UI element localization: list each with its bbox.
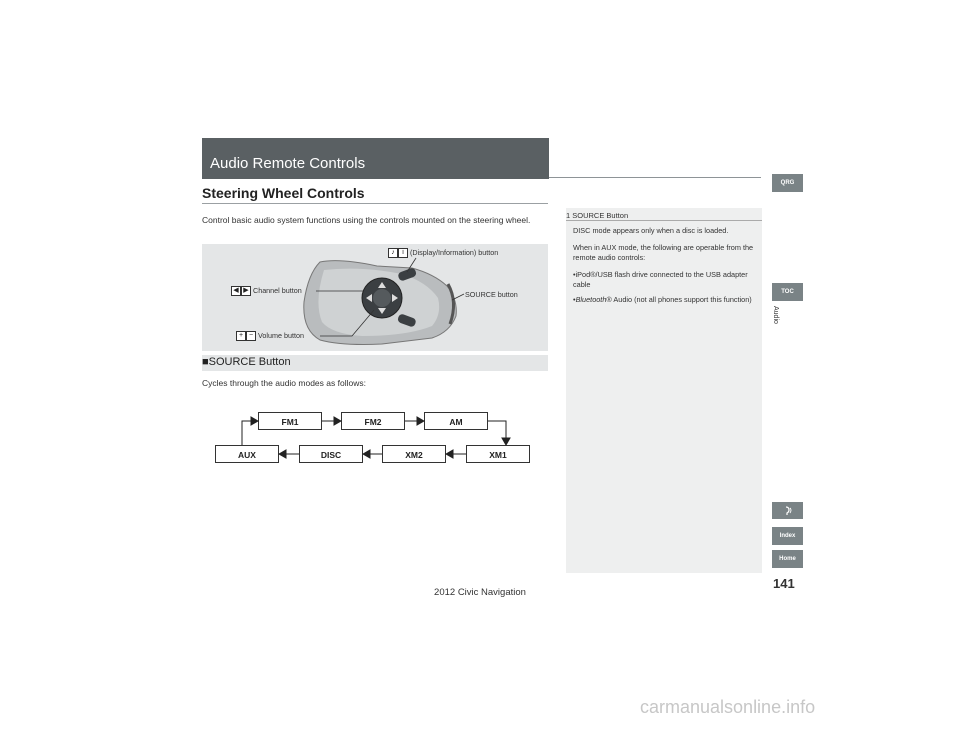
- display-info-icon: ♪: [388, 248, 398, 258]
- mode-am: AM: [424, 412, 488, 430]
- sidebar-rule: [566, 220, 762, 221]
- sidebar-bullet1: [573, 270, 755, 290]
- volume-label: Volume button: [258, 331, 304, 340]
- sidebar-para1: DISC mode appears only when a disc is loaded.: [573, 226, 729, 235]
- sidebar-para2: When in AUX mode, the following are operable from the remote audio controls:: [573, 243, 754, 262]
- home-tab[interactable]: Home: [772, 550, 803, 568]
- chapter-side-label: Audio: [772, 306, 779, 324]
- display-keycap: i: [398, 248, 408, 258]
- volume-plus-icon: +: [236, 331, 246, 341]
- channel-label: Channel button: [253, 286, 302, 295]
- sidebar-heading: 1 SOURCE Button: [566, 211, 629, 220]
- mode-fm2: FM2: [341, 412, 405, 430]
- watermark: carmanualsonline.info: [640, 697, 816, 717]
- channel-left-icon: ◀: [231, 286, 241, 296]
- cycle-text: Cycles through the audio modes as follows:: [202, 378, 366, 388]
- channel-callout: [231, 286, 302, 296]
- voice-command-tab[interactable]: [772, 502, 803, 519]
- bullet-icon: •: [573, 295, 576, 304]
- chapter-title: Audio Remote Controls: [210, 155, 366, 172]
- channel-right-icon: ▶: [241, 286, 251, 296]
- intro-text: Control basic audio system functions using the controls mounted on the steering wheel.: [202, 215, 531, 225]
- bullet-icon: •: [573, 270, 576, 279]
- footer-text: 2012 Civic Navigation: [434, 587, 526, 598]
- subsection-title: ■SOURCE Button: [202, 356, 291, 368]
- volume-minus-icon: −: [246, 331, 256, 341]
- bullet2-italic: Bluetooth: [575, 295, 607, 304]
- mode-xm1: XM1: [466, 445, 530, 463]
- display-label: (Display/Information) button: [410, 248, 499, 257]
- mode-fm1: FM1: [258, 412, 322, 430]
- toc-tab[interactable]: TOC: [772, 283, 803, 301]
- mode-aux: AUX: [215, 445, 279, 463]
- display-callout: [388, 248, 498, 258]
- source-label: SOURCE button: [465, 290, 518, 299]
- mode-disc: DISC: [299, 445, 363, 463]
- banner-rule: [549, 177, 761, 178]
- section-rule: [202, 203, 548, 204]
- qrg-tab[interactable]: QRG: [772, 174, 803, 192]
- section-title: Steering Wheel Controls: [202, 185, 365, 201]
- mode-xm2: XM2: [382, 445, 446, 463]
- sidebar-bullet2: [573, 295, 755, 305]
- index-tab[interactable]: Index: [772, 527, 803, 545]
- volume-callout: [236, 331, 304, 341]
- bullet1-text: iPod®/USB flash drive connected to the USB adapter cable: [573, 270, 748, 289]
- voice-command-icon: [782, 505, 794, 517]
- page-number: 141: [773, 576, 795, 591]
- bullet2-text: ® Audio (not all phones support this function): [606, 295, 752, 304]
